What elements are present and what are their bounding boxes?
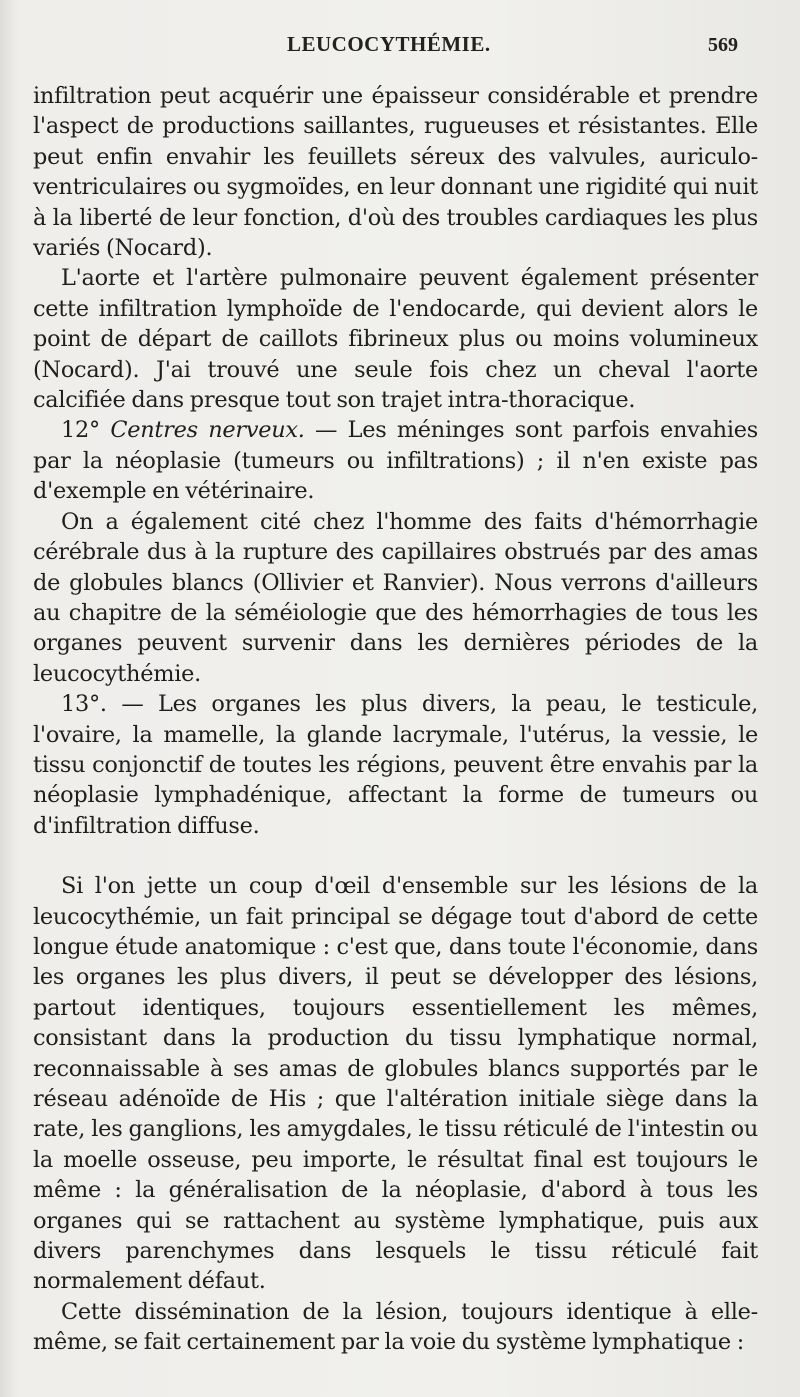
section-number: 12° — [61, 417, 100, 444]
running-title: LEUCOCYTHÉMIE. — [287, 32, 491, 56]
paragraph-centres-nerveux — [33, 415, 758, 506]
paragraph: Cette dissémination de la lésion, toujours identique à elle-même, se fait certainement par la voie du système lymphatique : — [33, 1298, 758, 1356]
paragraph: L'aorte et l'artère pulmonaire peuvent également présenter cette infiltration lymphoïde de l'endocarde, qui devient alors le point de départ de caillots fibrineux plus ou moins volumineux (Nocard). J'ai trouvé une seule fois chez un cheval l'aorte calcifiée dans presque tout son trajet intra-thoracique. — [33, 265, 758, 414]
paragraph: Si l'on jette un coup d'œil d'ensemble sur les lésions de la leucocythémie, un fait principal se dégage tout d'abord de cette longue étude anatomique : c'est que, dans toute l'économie, dans les organes les plus divers, il peut se développer des lésions, partout identiques, toujours essentiellement les mêmes, consistant dans la production du tissu lymphatique normal, reconnaissable à ses amas de globules blancs supportés par le réseau adénoïde de His ; que l'altération initiale siège dans la rate, les ganglions, les amygdales, le tissu réticulé de l'intestin ou la moelle osseuse, peu importe, le résultat final est toujours le même : la généralisation de la néoplasie, d'abord à tous les organes qui se rattachent au système lymphatique, puis aux divers parenchymes dans lesquels le tissu réticulé fait normalement défaut. — [33, 873, 758, 1295]
page-number: 569 — [708, 34, 738, 56]
section-heading: Centres nerveux. — [110, 417, 305, 444]
section-gap — [33, 841, 758, 871]
page-header — [0, 32, 800, 62]
paragraph: infiltration peut acquérir une épaisseur considérable et prendre l'aspect de productions saillantes, rugueuses et résistantes. Elle peut enfin envahir les feuillets séreux des valvules, auriculo-ventriculaires ou sygmoïdes, en leur donnant une rigidité qui nuit à la liberté de leur fonction, d'où des troubles cardiaques les plus variés (Nocard). — [33, 83, 758, 262]
paragraph: 13°. — Les organes les plus divers, la peau, le testicule, l'ovaire, la mamelle, la glande lacrymale, l'utérus, la vessie, le tissu conjonctif de toutes les régions, peuvent être envahis par la néoplasie lymphadénique, affectant la forme de tumeurs ou d'infiltration diffuse. — [33, 691, 758, 839]
body-text — [33, 81, 758, 1358]
paragraph: On a également cité chez l'homme des faits d'hémorrhagie cérébrale dus à la rupture des capillaires obstrués par des amas de globules blancs (Ollivier et Ranvier). Nous verrons d'ailleurs au chapitre de la séméiologie que des hémorrhagies de tous les organes peuvent survenir dans les dernières périodes de la leucocythémie. — [33, 508, 758, 687]
paragraph-text: — Les méninges sont parfois envahies par la néoplasie (tumeurs ou infiltrations) ; il n'en existe pas d'exemple en vétérinaire. — [33, 417, 758, 505]
